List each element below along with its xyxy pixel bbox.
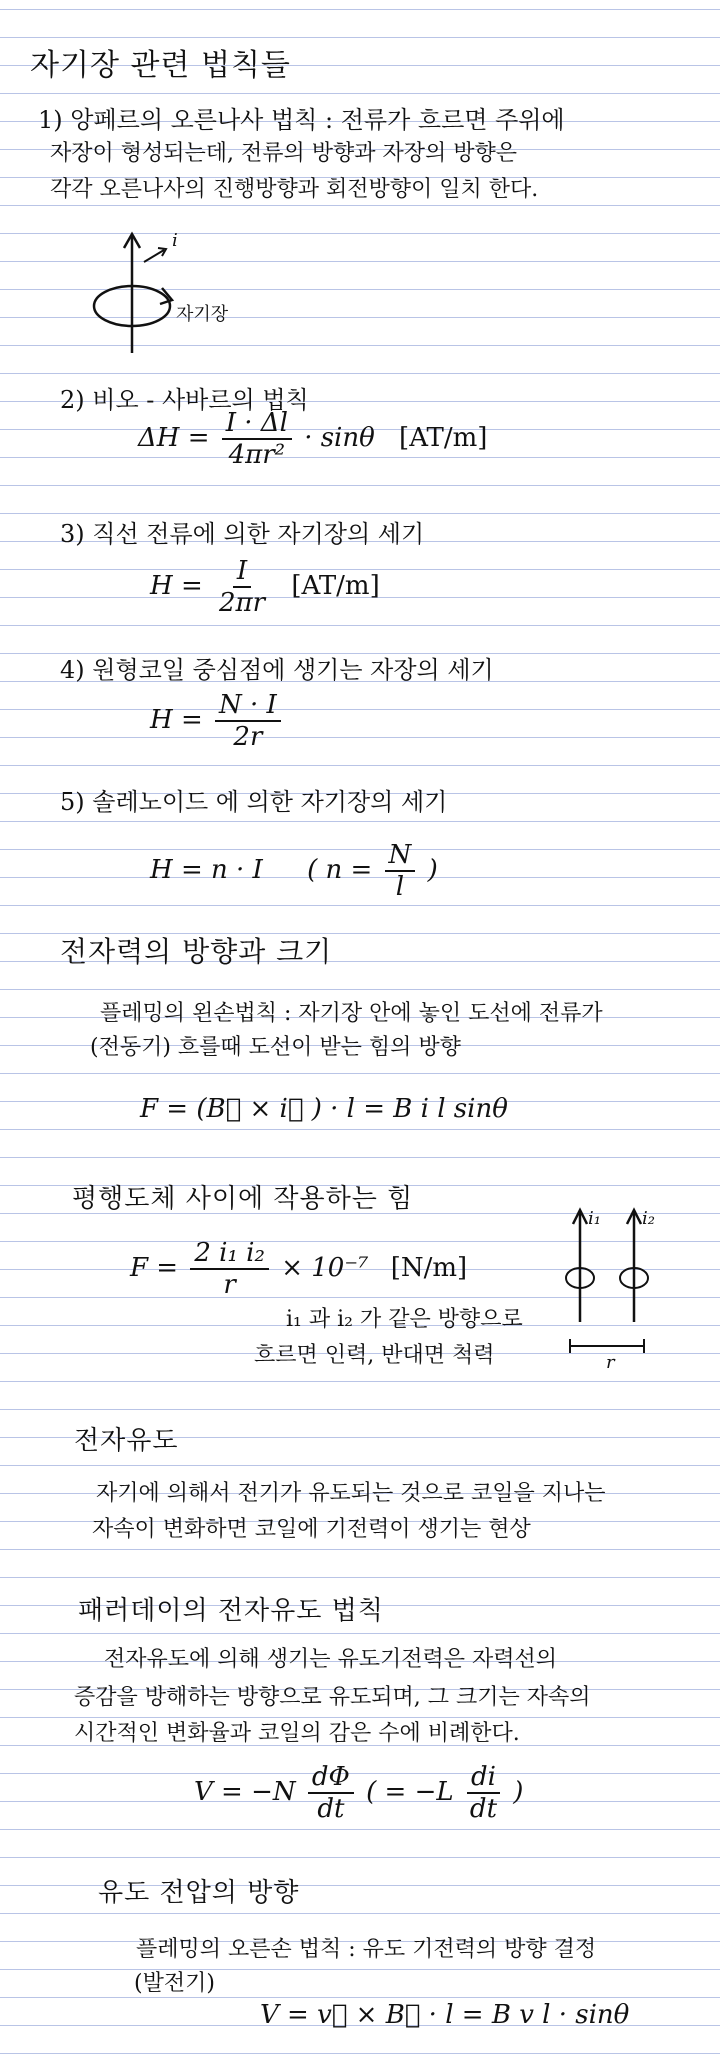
parallel-formula [130, 1238, 467, 1300]
s3-den: 2πr [219, 588, 266, 618]
parallel-lhs: F = [130, 1253, 179, 1283]
s3-heading: 3) 직선 전류에 의한 자기장의 세기 [60, 520, 425, 548]
faraday-formula [194, 1762, 523, 1824]
faraday-num1: dΦ [308, 1762, 354, 1794]
s4-fraction [215, 690, 281, 752]
s2-rhs: · sinθ [304, 423, 375, 453]
s1-heading: 1) 앙페르의 오른나사 법칙 : 전류가 흐르면 주위에 [38, 106, 565, 134]
s5-paren-lhs: ( n = [307, 855, 373, 885]
induction-line2: 자속이 변화하면 코일에 기전력이 생기는 현상 [92, 1517, 531, 1542]
s3-fraction [215, 556, 269, 618]
s2-fraction [222, 408, 292, 470]
faraday-den1: dt [317, 1794, 345, 1824]
parallel-fraction [190, 1238, 269, 1300]
voltage-dir-heading: 유도 전압의 방향 [98, 1878, 300, 1908]
em-force-heading: 전자력의 방향과 크기 [60, 935, 333, 968]
faraday-line2: 증감을 방해하는 방향으로 유도되며, 그 크기는 자속의 [74, 1685, 591, 1710]
parallel-line2: 흐르면 인력, 반대면 척력 [254, 1343, 495, 1368]
s3-num: I [233, 556, 251, 588]
faraday-end: ) [513, 1777, 524, 1807]
page-title: 자기장 관련 법칙들 [30, 48, 291, 83]
s4-heading: 4) 원형코일 중심점에 생기는 자장의 세기 [60, 656, 494, 684]
parallel-line1: i₁ 과 i₂ 가 같은 방향으로 [286, 1307, 523, 1332]
em-force-line1: 플레밍의 왼손법칙 : 자기장 안에 놓인 도선에 전류가 [100, 1001, 603, 1026]
s5-heading: 5) 솔레노이드 에 의한 자기장의 세기 [60, 788, 448, 816]
s5-main: H = n · I [150, 855, 263, 885]
parallel-fig-i2: i₂ [642, 1208, 655, 1229]
faraday-line1: 전자유도에 의해 생기는 유도기전력은 자력선의 [104, 1647, 558, 1672]
voltage-dir-formula: V = v⃗ × B⃗ · l = B v l · sinθ [260, 2000, 630, 2030]
s5-formula [150, 840, 438, 902]
parallel-num: 2 i₁ i₂ [190, 1238, 269, 1270]
parallel-fig-r: r [606, 1352, 615, 1373]
em-force-line2: (전동기) 흐를때 도선이 받는 힘의 방향 [90, 1035, 461, 1060]
s5-fraction [385, 840, 416, 902]
s4-num: N · I [215, 690, 281, 722]
faraday-lhs: V = −N [194, 1777, 296, 1807]
s2-unit: [AT/m] [399, 423, 488, 453]
s4-formula [150, 690, 285, 752]
s1-line3: 각각 오른나사의 진행방향과 회전방향이 일치 한다. [50, 177, 539, 202]
faraday-line3: 시간적인 변화율과 코일의 감은 수에 비례한다. [74, 1721, 520, 1746]
em-force-formula: F = (B⃗ × i⃗ ) · l = B i l sinθ [140, 1094, 508, 1124]
induction-line1: 자기에 의해서 전기가 유도되는 것으로 코일을 지나는 [96, 1481, 606, 1506]
parallel-rhs: × 10⁻⁷ [281, 1253, 369, 1283]
faraday-mid: ( = −L [366, 1777, 454, 1807]
faraday-heading: 패러데이의 전자유도 법칙 [78, 1596, 384, 1626]
faraday-den2: dt [469, 1794, 498, 1824]
s3-formula [150, 556, 380, 618]
s2-num: I · Δl [222, 408, 292, 440]
parallel-unit: [N/m] [390, 1253, 468, 1283]
s4-den: 2r [233, 722, 263, 752]
s4-lhs: H = [150, 705, 203, 735]
s1-fig-current-label: i [172, 230, 178, 251]
voltage-dir-line1: 플레밍의 오른손 법칙 : 유도 기전력의 방향 결정 [136, 1937, 597, 1962]
parallel-den: r [223, 1270, 236, 1300]
voltage-dir-line2: (발전기) [134, 1971, 215, 1996]
s5-den: l [395, 872, 405, 902]
s5-num: N [385, 840, 416, 872]
faraday-fraction-1 [308, 1762, 354, 1824]
parallel-fig-i1: i₁ [588, 1208, 601, 1229]
s1-line2: 자장이 형성되는데, 전류의 방향과 자장의 방향은 [50, 141, 518, 166]
s2-heading: 2) 비오 - 사바르의 법칙 [60, 386, 309, 414]
induction-heading: 전자유도 [74, 1426, 179, 1456]
s2-lhs: ΔH = [138, 423, 210, 453]
faraday-num2: di [467, 1762, 500, 1794]
s2-formula [138, 408, 487, 470]
parallel-heading: 평행도체 사이에 작용하는 힘 [72, 1184, 414, 1214]
s3-lhs: H = [150, 571, 203, 601]
s2-den: 4πr² [228, 440, 286, 470]
right-hand-screw-figure [80, 228, 260, 358]
s3-unit: [AT/m] [291, 571, 380, 601]
s1-fig-field-label: 자기장 [176, 304, 229, 325]
s5-paren-rhs: ) [427, 855, 438, 885]
faraday-fraction-2 [466, 1762, 501, 1824]
